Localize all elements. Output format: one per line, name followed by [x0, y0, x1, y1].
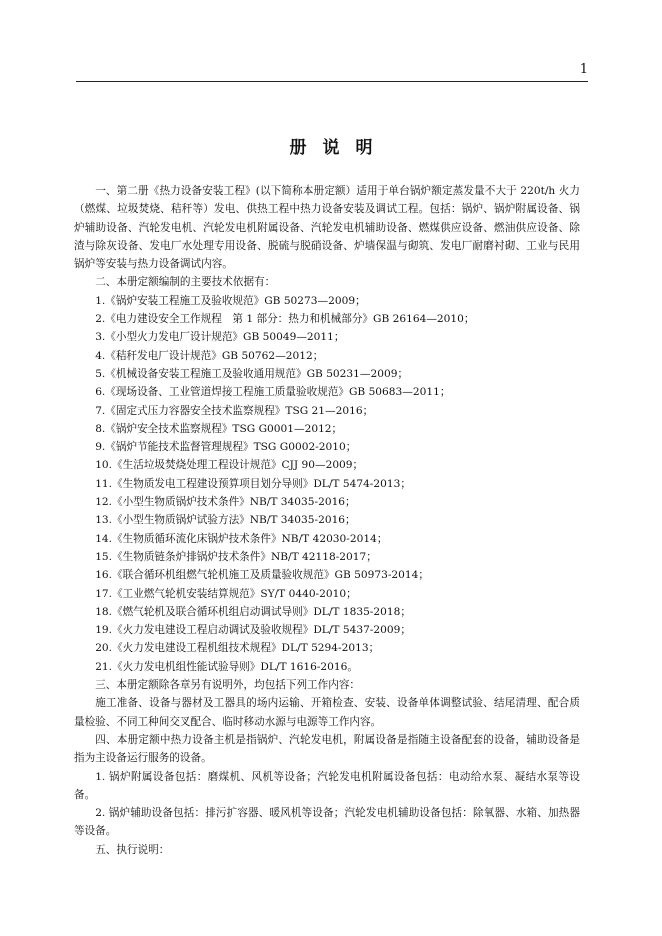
reference-item: 8.《锅炉安全技术监察规程》TSG G0001—2012；	[95, 422, 343, 435]
document-title: 册说明	[289, 138, 389, 158]
paragraph-support-equipment: 2. 锅炉辅助设备包括：排污扩容器、暖风机等设备；汽轮发电机辅助设备包括：除氧器、水箱、加热器等设备。	[74, 807, 580, 838]
reference-item: 5.《机械设备安装工程施工及验收通用规范》GB 50231—2009；	[95, 367, 409, 380]
paragraph-equipment-definition: 四、本册定额中热力设备主机是指锅炉、汽轮发电机，附属设备是指随主设备配套的设备，辅助设备是指为主设备运行服务的设备。	[74, 733, 580, 765]
reference-item: 10.《生活垃圾焚烧处理工程设计规范》CJJ 90—2009；	[95, 459, 364, 472]
paragraph-work-content: 施工准备、设备与器材及工器具的场内运输、开箱检查、安装、设备单体调整试验、结尾清理、配合质量检验、不同工种间交叉配合、临时移动水源与电源等工作内容。	[74, 697, 580, 728]
reference-item: 14.《生物质循环流化床锅炉技术条件》NB/T 42030-2014；	[95, 532, 388, 545]
reference-item: 2.《电力建设安全工作规程 第 1 部分：热力和机械部分》GB 26164—2010；	[95, 313, 475, 326]
paragraph-auxiliary-equipment: 1. 锅炉附属设备包括：磨煤机、风机等设备；汽轮发电机附属设备包括：电动给水泵、凝结水泵等设备。	[74, 770, 580, 801]
reference-item: 15.《生物质链条炉排锅炉技术条件》NB/T 42118-2017；	[95, 550, 377, 563]
reference-item: 11.《生物质发电工程建设预算项目划分导则》DL/T 5474-2013；	[95, 477, 411, 490]
reference-item: 18.《燃气轮机及联合循环机组启动调试导则》DL/T 1835-2018；	[95, 605, 411, 618]
reference-item: 7.《固定式压力容器安全技术监察规程》TSG 21—2016；	[95, 404, 374, 417]
document-body	[74, 182, 580, 859]
reference-item: 12.《小型生物质锅炉技术条件》NB/T 34035-2016；	[95, 496, 356, 509]
reference-item: 17.《工业燃气轮机安装结算规范》SY/T 0440-2010；	[95, 587, 357, 600]
paragraph-execution-heading: 五、执行说明：	[95, 843, 170, 856]
paragraph-work-heading: 三、本册定额除各章另有说明外，均包括下列工作内容：	[95, 679, 361, 692]
paragraph-basis-heading: 二、本册定额编制的主要技术依据有：	[95, 276, 276, 289]
reference-item: 19.《火力发电建设工程启动调试及验收规程》DL/T 5437-2009；	[95, 624, 411, 637]
page-number: 1	[579, 62, 588, 77]
reference-item: 21.《火力发电机组性能试验导则》DL/T 1616-2016。	[95, 660, 358, 673]
reference-item: 3.《小型火力发电厂设计规范》GB 50049—2011；	[95, 331, 345, 344]
reference-item: 1.《锅炉安装工程施工及验收规范》GB 50273—2009；	[95, 294, 366, 307]
reference-item: 4.《秸秆发电厂设计规范》GB 50762—2012；	[95, 349, 324, 362]
reference-item: 16.《联合循环机组燃气轮机施工及质量验收规范》GB 50973-2014；	[95, 569, 429, 582]
reference-item: 13.《小型生物质锅炉试验方法》NB/T 34035-2016；	[95, 514, 356, 527]
reference-item: 9.《锅炉节能技术监督管理规程》TSG G0002-2010；	[95, 441, 357, 454]
header-rule	[76, 81, 588, 82]
reference-item: 20.《火力发电建设工程机组技术规程》DL/T 5294-2013；	[95, 642, 380, 655]
paragraph-scope: 一、第二册《热力设备安装工程》(以下简称本册定额）适用于单台锅炉额定蒸发量不大于 220t/h 火力（燃煤、垃圾焚烧、秸秆等）发电、供热工程中热力设备安装及调试工程。包括：锅炉、锅炉附属设备、锅炉辅助设备、汽轮发电机、汽轮发电机附属设备、汽轮发电机辅助设备、燃煤供应设备、燃油供应设备、除渣与除灰设备、发电厂水处理专用设备、脱硫与脱硝设备、炉墙保温与砌筑、发电厂耐磨衬砌、工业与民用锅炉等安装与热力设备调试内容。	[74, 185, 580, 271]
reference-list	[74, 292, 580, 676]
reference-item: 6.《现场设备、工业管道焊接工程施工质量验收规范》GB 50683—2011；	[95, 386, 451, 399]
